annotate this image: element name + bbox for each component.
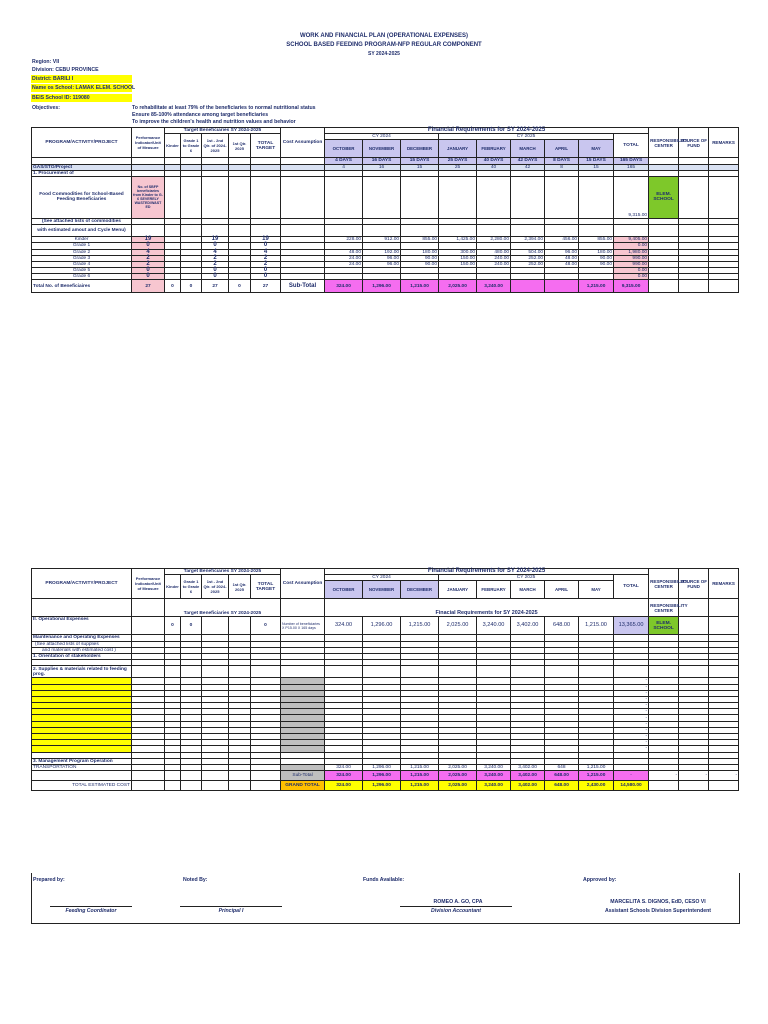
grade-mar: 252.00	[511, 261, 545, 267]
objective-3: To improve the children's health and nutrition values and behavior	[132, 119, 296, 125]
accountant-sign-line	[400, 906, 512, 907]
col-q3: 1st Qtr. 2025	[229, 134, 251, 158]
opex-total: 13,365.00	[614, 617, 649, 635]
grade-jan: 150.00	[439, 261, 477, 267]
daycount-mar: 42	[511, 164, 545, 170]
grade-dec: 90.00	[401, 255, 439, 261]
grade-name: Grade 4	[32, 261, 132, 267]
trans-jan: 2,025.00	[439, 764, 477, 770]
col-cy2024: CY 2024	[325, 134, 439, 140]
opex-total-target: 0	[251, 617, 281, 635]
col-remarks: REMARKS	[709, 128, 739, 158]
grade-q1: 2	[202, 261, 229, 267]
grade-oct: 48.00	[325, 249, 363, 255]
grade-nov: 912.00	[363, 237, 401, 243]
grade-may: 855.00	[579, 237, 614, 243]
grade-name: Grade 5	[32, 268, 132, 274]
grand-feb: 3,240.00	[477, 781, 511, 791]
p2-sub-feb: 3,240.00	[477, 771, 511, 781]
accountant-title: Division Accountant	[431, 908, 481, 914]
p2-sub-r2: -	[679, 771, 709, 781]
grade-feb: 480.00	[477, 249, 511, 255]
section1-resp: ELEM. SCHOOL	[649, 176, 679, 218]
prepared-by: Prepared by:	[33, 877, 65, 883]
grade-apr: 96.00	[545, 249, 579, 255]
grade-may: 90.00	[579, 261, 614, 267]
grade-perf: 2	[132, 261, 165, 267]
p2-sub-r1: -	[649, 771, 679, 781]
days-oct: 4 DAYS	[325, 158, 363, 164]
p2-sub-total: -	[614, 771, 649, 781]
daycount-may: 15	[579, 164, 614, 170]
doc-subtitle: SCHOOL BASED FEEDING PROGRAM-NFP REGULAR COMPONENT	[286, 42, 482, 48]
subtotal-dec: 1,215.00	[401, 280, 439, 293]
principal: Principal I	[218, 908, 244, 914]
supply-total: -	[614, 703, 649, 709]
month-mar: MARCH	[511, 140, 545, 158]
subtotal-feb: 3,240.00	[477, 280, 511, 293]
grade-name: Grade 6	[32, 274, 132, 280]
opex-nov: 1,296.00	[363, 617, 401, 635]
asds-title: Assistant Schools Division Superintendent	[604, 908, 712, 914]
grade-total: 4	[251, 249, 281, 255]
grade-nov: 96.00	[363, 255, 401, 261]
grade-q1: 0	[202, 268, 229, 274]
grade-name: Grade 3	[32, 255, 132, 261]
opex-label: II. Operational Expenses	[32, 617, 132, 635]
grade-total: 19	[251, 237, 281, 243]
grade-jan: 1,425.00	[439, 237, 477, 243]
attached-note-2: with estimated amout and Cycle Menu)	[32, 225, 132, 237]
grade-perf: 0	[132, 243, 165, 249]
daycount-total: 165	[614, 164, 649, 170]
p2-col-ppa: PROGRAM/ACTIVITY/PROJECT	[32, 569, 132, 599]
col-q1: 1st - 2nd Qtr. of 2024-2025	[202, 134, 229, 158]
subtotal-apr	[545, 280, 579, 293]
district: District: BARILI I	[31, 75, 132, 83]
grade-nov: 192.00	[363, 249, 401, 255]
month-dec: DECEMBER	[401, 140, 439, 158]
days-may: 15 DAYS	[579, 158, 614, 164]
operational-expenses-table	[31, 568, 739, 791]
grand-dec: 1,215.00	[401, 781, 439, 791]
col-resp: RESPONSIBILITY CENTER	[649, 128, 679, 158]
grand-may: 2,430.00	[579, 781, 614, 791]
total-q3: 0	[229, 280, 251, 293]
subtotal-may: 1,215.00	[579, 280, 614, 293]
perf-note: No. of SBFP beneficiaries from Kinder to G-6 SEVERELY WASTED/WAST ED	[132, 176, 165, 218]
grade-q1: 19	[202, 237, 229, 243]
month-nov: NOVEMBER	[363, 140, 401, 158]
objective-1: To rehabilitate at least 79% of the beneficiaries to normal nutritional status	[132, 105, 316, 111]
daycount-oct: 4	[325, 164, 363, 170]
grade-perf: 4	[132, 249, 165, 255]
total-est-cost: TOTAL ESTIMATED COST	[32, 781, 132, 791]
opex-oct: 324.00	[325, 617, 363, 635]
grade-q1: 2	[202, 255, 229, 261]
grand-nov: 1,296.00	[363, 781, 401, 791]
accountant-name: ROMEO A. GO, CPA	[433, 899, 483, 905]
p2-sub-apr: 648.00	[545, 771, 579, 781]
p2-resp-repeat: RESPONSIBILITY CENTER	[649, 599, 679, 617]
grade-oct: 24.00	[325, 261, 363, 267]
days-mar: 42 DAYS	[511, 158, 545, 164]
supplies-label: 2. Supplies & materials related to feeding prog.	[32, 666, 132, 678]
col-source: SOURCE OF FUND	[679, 128, 709, 158]
col-ppa: PROGRAM/ACTIVITY/PROJECT	[32, 128, 132, 158]
opex-kinder: 0	[165, 617, 181, 635]
principal-sign-line	[180, 906, 282, 907]
beis-id: BEIS School ID: 119080	[31, 94, 132, 102]
trans-feb: 3,240.00	[477, 764, 511, 770]
daycount-nov: 16	[363, 164, 401, 170]
grade-total: 0	[251, 243, 281, 249]
month-oct: OCTOBER	[325, 140, 363, 158]
division: Division: CEBU PROVINCE	[32, 67, 99, 73]
opex-mar: 3,402.00	[511, 617, 545, 635]
opex-cost-note: Number of beneficiaries X P15.00 X 165 days	[281, 617, 325, 635]
trans-mar: 3,402.00	[511, 764, 545, 770]
grade-row-total: 0.00	[614, 243, 649, 249]
p2-sub-r3: -	[709, 771, 739, 781]
feeding-sign-line	[50, 906, 132, 907]
doc-title: WORK AND FINANCIAL PLAN (OPERATIONAL EXPENSES)	[299, 33, 469, 39]
month-jan: JANUARY	[439, 140, 477, 158]
section1-total: 9,315.00	[614, 176, 649, 218]
supply-total: -	[614, 690, 649, 696]
grade-perf: 2	[132, 255, 165, 261]
p2-sub-oct: 324.00	[325, 771, 363, 781]
supply-total: -	[614, 734, 649, 740]
grade-feb: 240.00	[477, 255, 511, 261]
subtotal-oct: 324.00	[325, 280, 363, 293]
grade-feb: 240.00	[477, 261, 511, 267]
objectives-label: Objectives:	[32, 105, 60, 111]
col-kinder: Kinder	[165, 134, 181, 158]
col-total: TOTAL	[614, 134, 649, 158]
p2-month-may: MAY	[579, 581, 614, 599]
days-jan: 25 DAYS	[439, 158, 477, 164]
p2-sub-jan: 2,025.00	[439, 771, 477, 781]
grade-total: 2	[251, 255, 281, 261]
supply-total: -	[614, 715, 649, 721]
p2-sub-dec: 1,215.00	[401, 771, 439, 781]
days-feb: 40 DAYS	[477, 158, 511, 164]
p2-sub-mar: 3,402.00	[511, 771, 545, 781]
p2-col-g1to6: Grade 1 to Grade 6	[181, 575, 202, 599]
supply-total: -	[614, 678, 649, 684]
daycount-feb: 40	[477, 164, 511, 170]
p2-col-q1: 1st - 2nd Qtr. of 2024-2025	[202, 575, 229, 599]
subtotal-label: Sub-Total	[281, 280, 325, 293]
p2-col-total: TOTAL	[614, 575, 649, 599]
month-feb: FEBRUARY	[477, 140, 511, 158]
col-cost: Cost Assumption	[281, 128, 325, 158]
grade-oct: 24.00	[325, 255, 363, 261]
p2-month-feb: FEBRUARY	[477, 581, 511, 599]
p2-col-resp: RESPONSIBILITY CENTER	[649, 569, 679, 599]
trans-dec: 1,215.00	[401, 764, 439, 770]
see-supplies-2: and materials with estimated cost )	[32, 647, 132, 653]
trans-apr: 648	[545, 764, 579, 770]
grade-feb: 2,280.00	[477, 237, 511, 243]
opex-jan: 2,025.00	[439, 617, 477, 635]
col-fin: Financial Requirements for SY 2024-2025	[325, 128, 649, 134]
col-perf: Performance Indicator/Unit of Measure	[132, 128, 165, 158]
opex-apr: 648.00	[545, 617, 579, 635]
p2-month-oct: OCTOBER	[325, 581, 363, 599]
p2-col-total-target: TOTAL TARGET	[251, 575, 281, 599]
supply-total: -	[614, 721, 649, 727]
grade-apr: 48.00	[545, 255, 579, 261]
financial-plan-table	[31, 127, 739, 293]
p2-month-apr: APRIL	[545, 581, 579, 599]
orientation-label: 1. Orientation of stakeholders	[32, 653, 132, 659]
p2-col-kinder: Kinder	[165, 575, 181, 599]
procurement-label: 1. Procurement of	[32, 170, 132, 176]
grade-mar: 2,394.00	[511, 237, 545, 243]
supply-total: -	[614, 709, 649, 715]
grade-total: 0	[251, 274, 281, 280]
moe-label: Maintenance and Operating Expenses	[32, 635, 132, 641]
col-g1to6: Grade 1 to Grade 6	[181, 134, 202, 158]
grade-row-total: 990.00	[614, 255, 649, 261]
col-cy2025: CY 2025	[439, 134, 614, 140]
grade-total: 2	[251, 261, 281, 267]
p2-col-cy2024: CY 2024	[325, 575, 439, 581]
total-q1: 27	[202, 280, 229, 293]
school-name: Name os School: LAMAK ELEM. SCHOOL	[32, 85, 136, 91]
p2-col-source: SOURCE OF FUND	[679, 569, 709, 599]
gas-label: GAS/STO/Project	[32, 164, 132, 170]
supply-total: -	[614, 740, 649, 746]
grand-oct: 324.00	[325, 781, 363, 791]
grade-name: Grade 1	[32, 243, 132, 249]
col-target: Target Beneficiaries SY 2024-2025	[165, 128, 281, 134]
trans-oct: 324.00	[325, 764, 363, 770]
grand-mar: 3,402.00	[511, 781, 545, 791]
grade-perf: 19	[132, 237, 165, 243]
p2-col-target: Target Beneficiaries SY 2024-2025	[165, 569, 281, 575]
grand-total: 14,580.00	[614, 781, 649, 791]
attached-note-1: (See attached lists of commodities	[32, 218, 132, 224]
noted-by: Noted By:	[183, 877, 208, 883]
grade-dec: 180.00	[401, 249, 439, 255]
total-target: 27	[251, 280, 281, 293]
trans-nov: 1,296.00	[363, 764, 401, 770]
grade-q1: 0	[202, 243, 229, 249]
daycount-jan: 25	[439, 164, 477, 170]
mgmt-label: 3. Management Program Operation	[32, 758, 132, 764]
grade-perf: 0	[132, 274, 165, 280]
month-may: MAY	[579, 140, 614, 158]
grade-row-total: 990.00	[614, 261, 649, 267]
grade-row-total: 0.00	[614, 274, 649, 280]
daycount-apr: 8	[545, 164, 579, 170]
grand-jan: 2,025.00	[439, 781, 477, 791]
opex-may: 1,215.00	[579, 617, 614, 635]
days-apr: 8 DAYS	[545, 158, 579, 164]
col-total-target: TOTAL TARGET	[251, 134, 281, 158]
grade-total: 0	[251, 268, 281, 274]
grade-jan: 300.00	[439, 249, 477, 255]
grade-mar: 504.00	[511, 249, 545, 255]
grade-jan: 150.00	[439, 255, 477, 261]
grand-total-label: GRAND TOTAL	[281, 781, 325, 791]
p2-col-cy2025: CY 2025	[439, 575, 614, 581]
opex-resp: ELEM. SCHOOL	[649, 617, 679, 635]
grade-may: 180.00	[579, 249, 614, 255]
opex-dec: 1,215.00	[401, 617, 439, 635]
food-commodities: Food Commodities for School-Based Feeding Beneficiaries	[32, 176, 132, 218]
month-apr: APRIL	[545, 140, 579, 158]
p2-month-nov: NOVEMBER	[363, 581, 401, 599]
grade-dec: 855.00	[401, 237, 439, 243]
opex-g: 0	[181, 617, 202, 635]
see-supplies-1: (See attached lists of supplies	[32, 641, 132, 647]
supply-total: -	[614, 746, 649, 752]
p2-sub-may: 1,215.00	[579, 771, 614, 781]
trans-may: 1,215.00	[579, 764, 614, 770]
daycount-dec: 15	[401, 164, 439, 170]
p2-fin-repeat: Finacial Requirements for SY 2024-2025	[325, 599, 649, 617]
days-total: 165 DAYS	[614, 158, 649, 164]
grade-oct: 228.00	[325, 237, 363, 243]
total-perf: 27	[132, 280, 165, 293]
p2-month-dec: DECEMBER	[401, 581, 439, 599]
grade-name: Kinder	[32, 237, 132, 243]
p2-col-q3: 1st Qtr. 2025	[229, 575, 251, 599]
grade-q1: 4	[202, 249, 229, 255]
funds-available: Funds Available:	[363, 877, 405, 883]
asds-name: MARCELITA S. DIGNOS, EdD, CESO VI	[610, 899, 706, 905]
grade-dec: 90.00	[401, 261, 439, 267]
subtotal-nov: 1,296.00	[363, 280, 401, 293]
grade-row-total: 1,980.00	[614, 249, 649, 255]
grade-mar: 252.00	[511, 255, 545, 261]
grade-apr: 456.00	[545, 237, 579, 243]
grand-apr: 648.00	[545, 781, 579, 791]
days-nov: 16 DAYS	[363, 158, 401, 164]
p2-month-mar: MARCH	[511, 581, 545, 599]
grade-row-total: 9,405.00	[614, 237, 649, 243]
supply-total: -	[614, 696, 649, 702]
grade-name: Grade 2	[32, 249, 132, 255]
grade-may: 90.00	[579, 255, 614, 261]
subtotal-mar	[511, 280, 545, 293]
grade-q1: 0	[202, 274, 229, 280]
p2-col-perf: Performance Indicator/Unit of Measure	[132, 569, 165, 599]
supply-total: -	[614, 727, 649, 733]
transport-label: TRANSPORTATION	[32, 764, 132, 770]
p2-sub-nov: 1,296.00	[363, 771, 401, 781]
supply-total: -	[614, 684, 649, 690]
p2-col-fin: Financial Requirements for SY 2024-2025	[325, 569, 649, 575]
opex-feb: 3,240.00	[477, 617, 511, 635]
grade-apr: 48.00	[545, 261, 579, 267]
grade-row-total: 0.00	[614, 268, 649, 274]
feeding-coordinator: Feeding Coordinator	[65, 908, 117, 914]
subtotal-jan: 2,025.00	[439, 280, 477, 293]
p2-subtotal-label: Sub-Total	[281, 771, 325, 781]
total-kinder: 0	[165, 280, 181, 293]
p2-col-remarks: REMARKS	[709, 569, 739, 599]
subtotal-total: 9,315.00	[614, 280, 649, 293]
objective-2: Ensure 85-100% attendance among target beneficiaries	[132, 112, 269, 118]
grade-nov: 96.00	[363, 261, 401, 267]
p2-col-cost: Cost Assumption	[281, 569, 325, 599]
p2-month-jan: JANUARY	[439, 581, 477, 599]
grade-perf: 0	[132, 268, 165, 274]
region: Region: VII	[32, 59, 60, 65]
school-year: SY 2024-2025	[368, 51, 400, 57]
total-g: 0	[181, 280, 202, 293]
p2-target-repeat: Target Beneficiaries SY 2024-2025	[165, 599, 281, 617]
days-dec: 15 DAYS	[401, 158, 439, 164]
approved-by: Approved by:	[583, 877, 617, 883]
total-beneficiaries-label: Total No. of Beneficiaires	[32, 280, 132, 293]
